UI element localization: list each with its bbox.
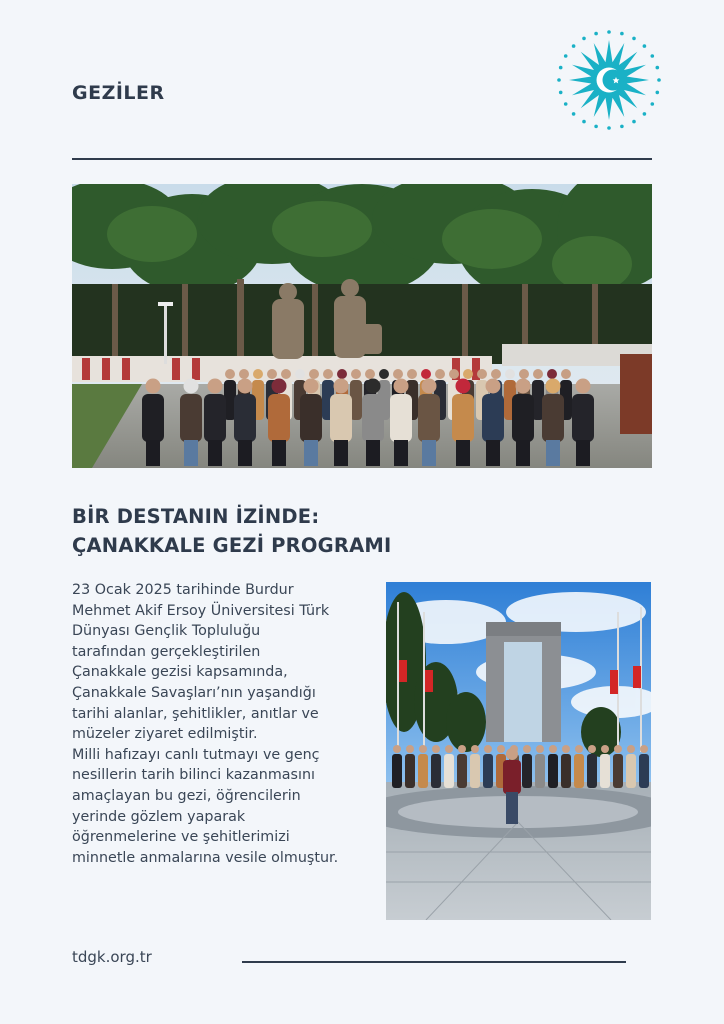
group-photo-memorial bbox=[72, 184, 652, 468]
body-line: yerinde gözlem yaparak bbox=[72, 808, 246, 825]
footer-divider bbox=[242, 961, 626, 963]
section-title: GEZİLER bbox=[72, 82, 165, 104]
body-line: Çanakkale gezisi kapsamında, bbox=[72, 664, 288, 681]
body-line: Mehmet Akif Ersoy Üniversitesi Türk bbox=[72, 602, 330, 619]
body-line: öğrenmelerine ve şehitlerimizi bbox=[72, 829, 290, 846]
body-line: Dünyası Gençlik Topluluğu bbox=[72, 623, 261, 640]
crescent-sunburst-logo-icon bbox=[554, 28, 664, 132]
body-line: tarihi alanlar, şehitlikler, anıtlar ve bbox=[72, 705, 319, 722]
body-line: 23 Ocak 2025 tarihinde Burdur bbox=[72, 582, 294, 598]
body-line: amaçlayan bu gezi, öğrencilerin bbox=[72, 787, 301, 804]
martyrs-monument-photo bbox=[386, 582, 651, 920]
article-body bbox=[72, 580, 372, 868]
body-line: Çanakkale Savaşları’nın yaşandığı bbox=[72, 684, 316, 701]
headline-line-1: BİR DESTANIN İZİNDE: bbox=[72, 505, 320, 528]
headline-line-2: ÇANAKKALE GEZİ PROGRAMI bbox=[72, 534, 392, 557]
body-line: nesillerin tarih bilinci kazanmasını bbox=[72, 767, 315, 784]
body-line: tarafından gerçekleştirilen bbox=[72, 643, 261, 660]
body-line: müzeler ziyaret edilmiştir. bbox=[72, 726, 258, 743]
body-line: minnetle anmalarına vesile olmuştur. bbox=[72, 849, 339, 866]
article-headline bbox=[72, 502, 391, 560]
footer-url: tdgk.org.tr bbox=[72, 948, 152, 966]
top-divider bbox=[72, 158, 652, 160]
body-line: Milli hafızayı canlı tutmayı ve genç bbox=[72, 746, 320, 763]
